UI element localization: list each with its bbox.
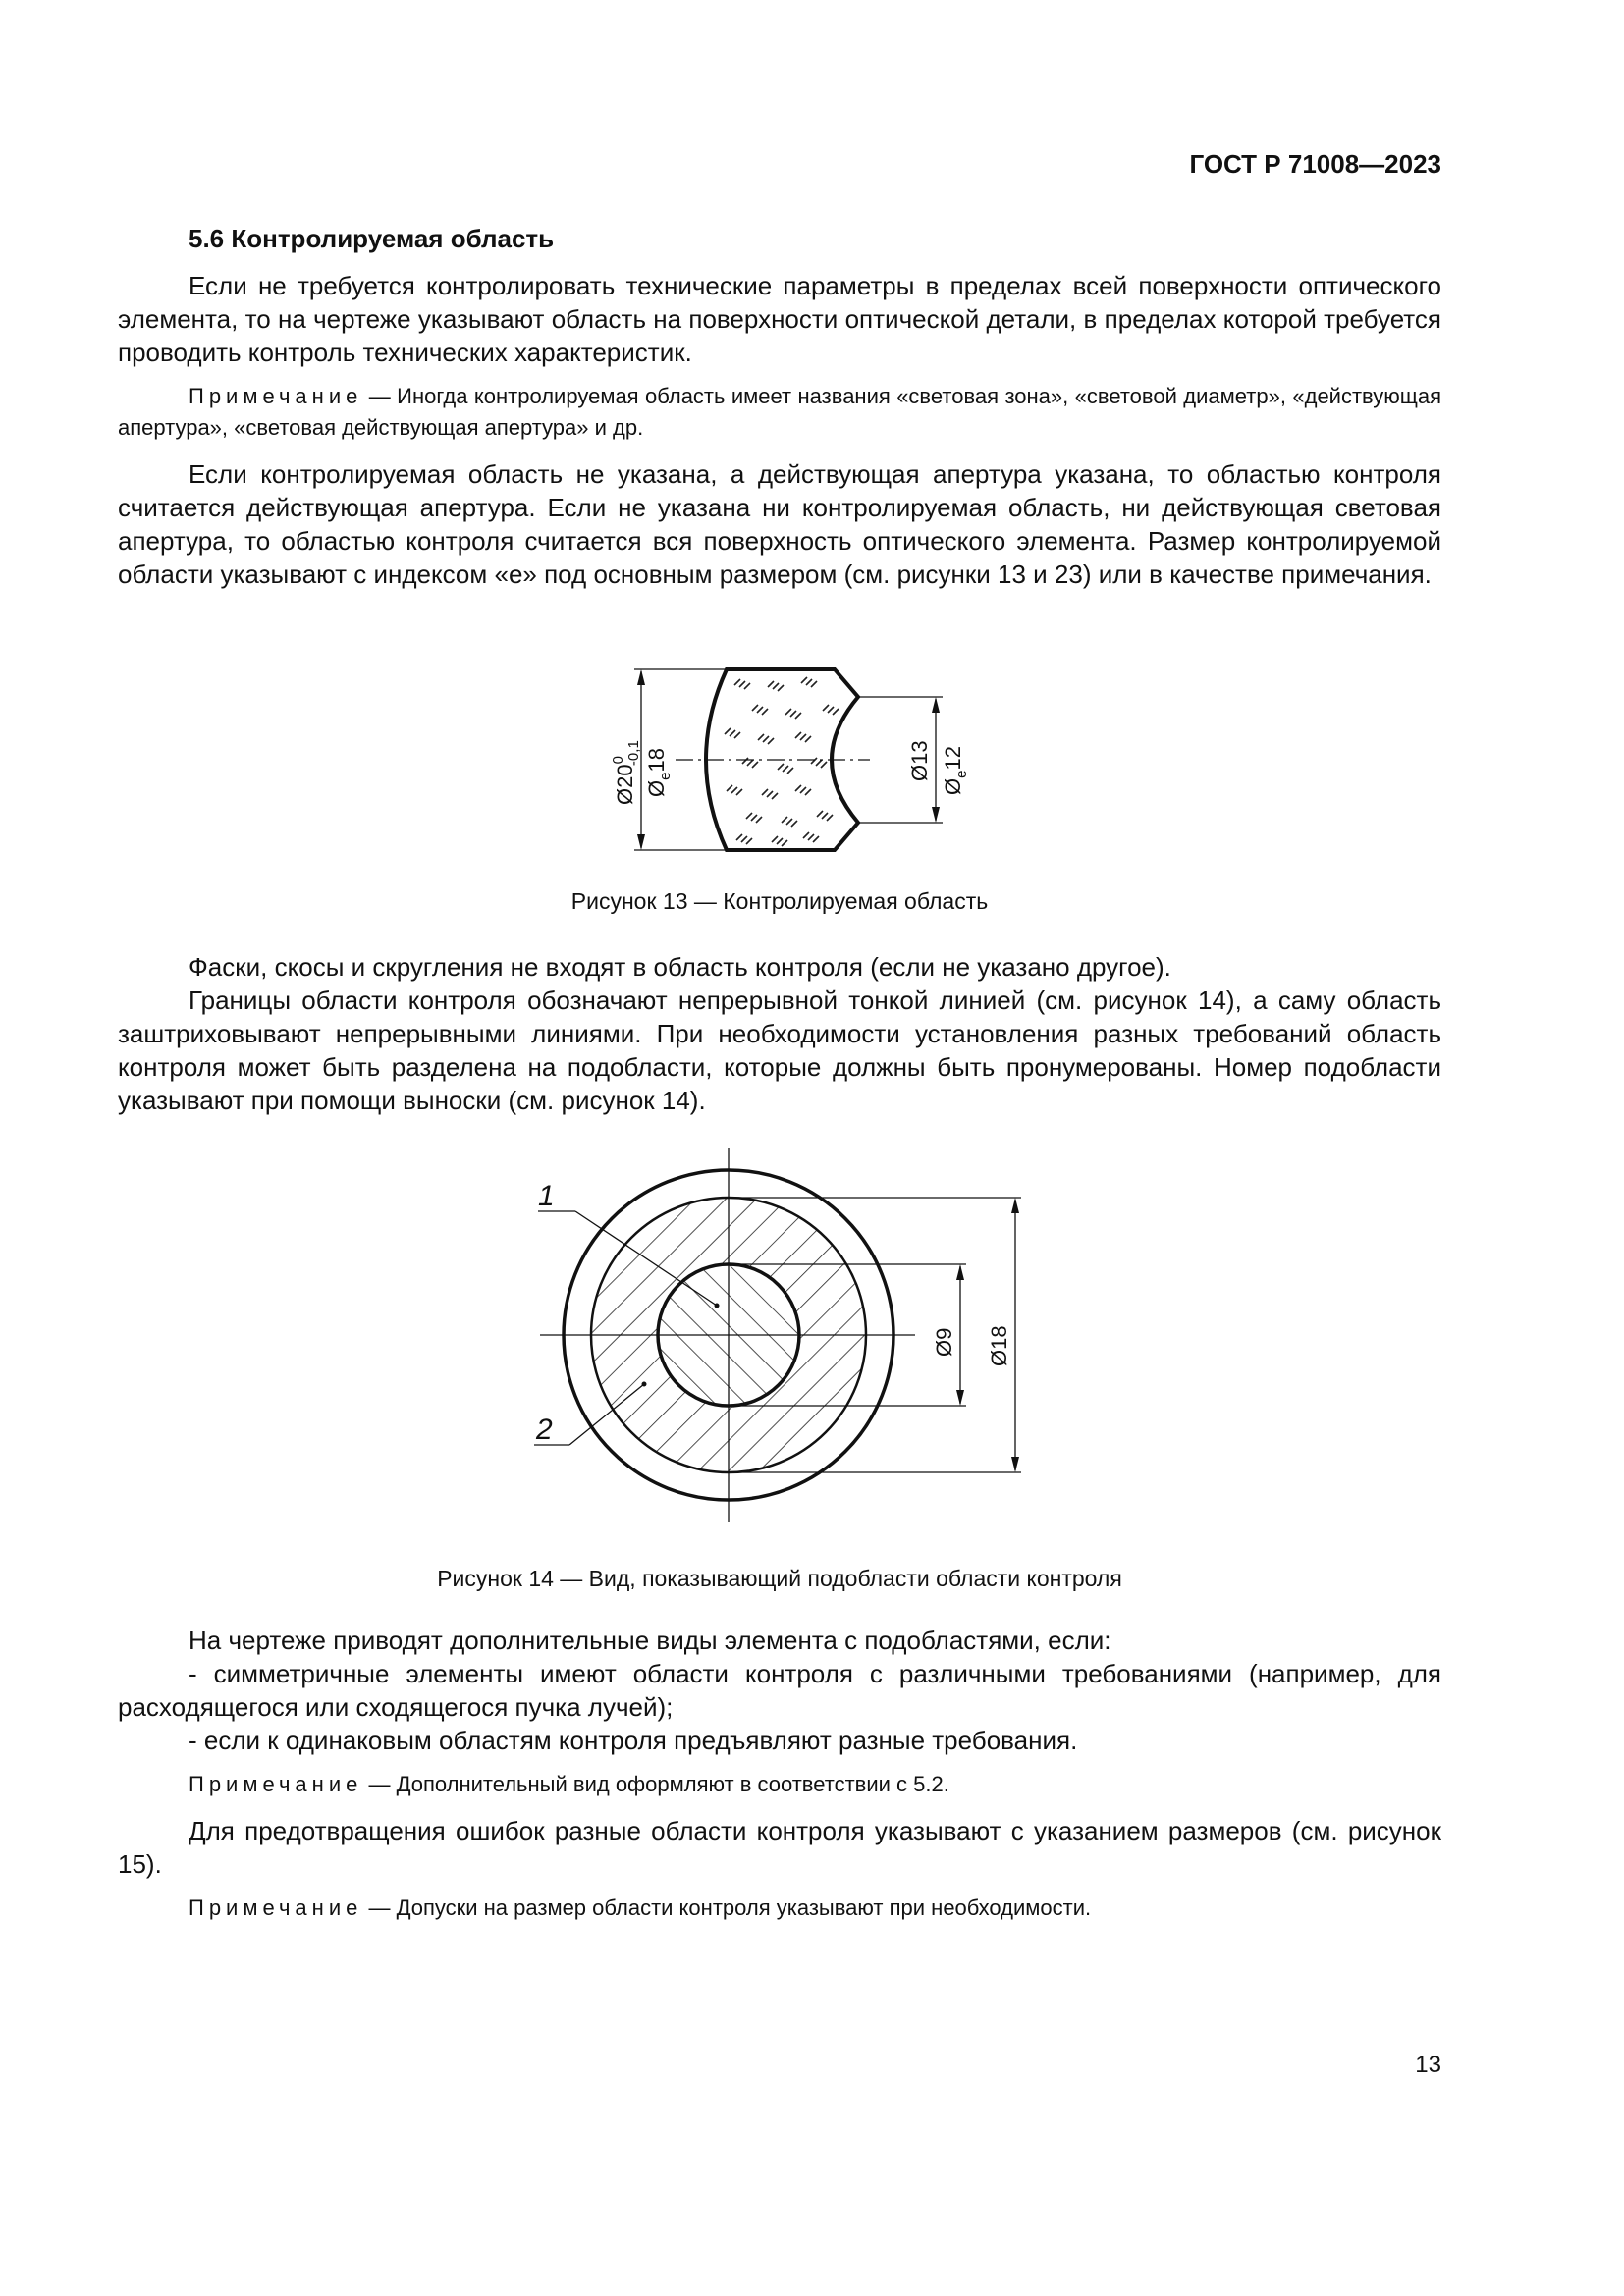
figure-13-drawing bbox=[550, 648, 1001, 874]
note-label: Примечание bbox=[189, 1772, 363, 1796]
note-text: — Допуски на размер области контроля указывают при необходимости. bbox=[362, 1896, 1092, 1920]
note-text: — Дополнительный вид оформляют в соответствии с 5.2. bbox=[362, 1772, 949, 1796]
dim-inner-label: Ø13 bbox=[907, 740, 932, 781]
dim-subarea-1-label: Ø9 bbox=[932, 1327, 956, 1357]
paragraph-3: Фаски, скосы и скругления не входят в область контроля (если не указано другое). bbox=[189, 952, 1171, 982]
glass-hatching bbox=[550, 648, 839, 846]
middle-text bbox=[118, 950, 1441, 1117]
note-label: Примечание bbox=[189, 384, 363, 408]
note-label: Примечание bbox=[189, 1896, 363, 1920]
paragraph-5: На чертеже приводят дополнительные виды элемента с подобластями, если: bbox=[189, 1626, 1111, 1655]
dim-inner-effective-label: $Ø_e12$ bbox=[941, 746, 970, 795]
paragraph-1: Если не требуется контролировать технические параметры в пределах всей поверхности оптического элемента, то на чертеже указывают область на поверхности оптической детали, в пределах которой требуется проводить контроль технических характеристик. bbox=[118, 271, 1441, 367]
figure-14-caption: Рисунок 14 — Вид, показывающий подобласти области контроля bbox=[437, 1566, 1122, 1591]
section-5-6-top bbox=[118, 222, 1441, 591]
note-text: — Иногда контролируемая область имеет названия «световая зона», «световой диаметр», «действующая апертура», «световая действующая апертура» и др. bbox=[118, 384, 1441, 440]
note-1 bbox=[118, 381, 1441, 444]
list-item-2: - если к одинаковым областям контроля предъявляют разные требования. bbox=[189, 1726, 1078, 1755]
paragraph-6: Для предотвращения ошибок разные области контроля указывают с указанием размеров (см. рисунок 15). bbox=[118, 1816, 1441, 1879]
section-title: 5.6 Контролируемая область bbox=[189, 224, 555, 253]
dim-outer-label: $Ø20^0-0,1$ bbox=[610, 740, 642, 805]
dim-subarea-2-label: Ø18 bbox=[987, 1325, 1011, 1366]
note-2 bbox=[118, 1769, 1441, 1800]
figure-14-drawing bbox=[511, 1139, 1060, 1531]
paragraph-2: Если контролируемая область не указана, а действующая апертура указана, то областью контроля считается действующая апертура. Если не указана ни контролируемая область, ни действующая световая апертура, то областью контроля считается вся поверхность оптического элемента. Размер контролируемой области указывают с индексом «е» под основным размером (см. рисунки 13 и 23) или в качестве примечания. bbox=[118, 459, 1441, 589]
dim-outer-effective-label: $Ø_e18$ bbox=[644, 748, 674, 797]
document-code-header: ГОСТ Р 71008—2023 bbox=[1189, 149, 1441, 179]
note-3 bbox=[118, 1893, 1441, 1924]
list-item-1: - симметричные элементы имеют области контроля с различными требованиями (например, для расходящегося или сходящегося пучка лучей); bbox=[118, 1659, 1441, 1722]
figure-13-caption: Рисунок 13 — Контролируемая область bbox=[570, 888, 989, 914]
page-number: 13 bbox=[1415, 2052, 1441, 2078]
subarea-2-label: 2 bbox=[536, 1414, 553, 1446]
bottom-text bbox=[118, 1624, 1441, 1938]
paragraph-4: Границы области контроля обозначают непрерывной тонкой линией (см. рисунок 14), а саму область заштриховывают непрерывными линиями. При необходимости установления разных требований область контроля может быть разделена на подобласти, которые должны быть пронумерованы. Номер подобласти указывают при помощи выноски (см. рисунок 14). bbox=[118, 986, 1441, 1115]
subarea-1-label: 1 bbox=[538, 1180, 555, 1212]
